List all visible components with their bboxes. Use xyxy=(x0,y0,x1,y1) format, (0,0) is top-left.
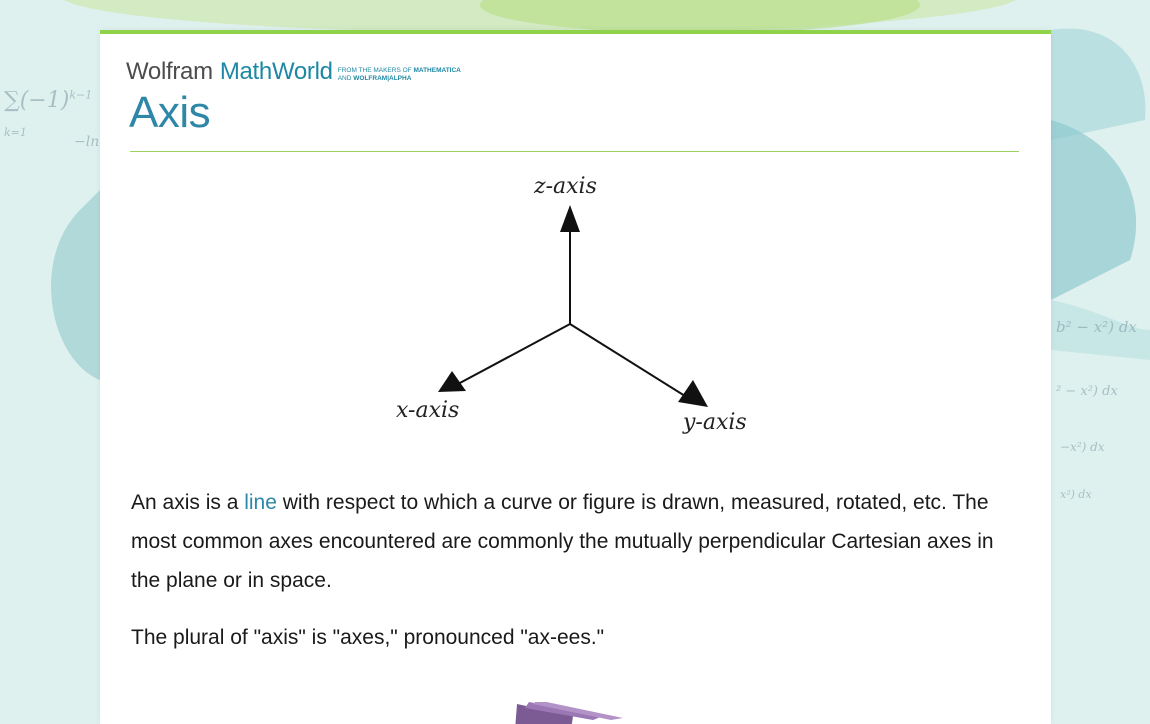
bg-formula-ln: −ln xyxy=(74,134,100,150)
tagline-line1-prefix: FROM THE MAKERS OF xyxy=(337,67,412,74)
definition-text-start: An axis is a xyxy=(131,491,245,514)
x-axis-label: x-axis xyxy=(396,398,460,423)
tagline-line1-bold: MATHEMATICA xyxy=(413,67,461,74)
bg-formula-dx-4: x²) dx xyxy=(1060,488,1092,501)
definition-paragraph xyxy=(131,483,1021,600)
content-card xyxy=(100,30,1051,724)
tagline-line2-bold: WOLFRAM|ALPHA xyxy=(353,74,412,82)
definition-text-end: with respect to which a curve or figure is drawn, measured, rotated, etc. The most common axes encountered are commonly the mutually perpendicular Cartesian axes in the plane or in space. xyxy=(131,491,994,592)
plural-paragraph: The plural of "axis" is "axes," pronounced "ax-ees." xyxy=(131,626,605,649)
bg-formula-dx-3: −x²) dx xyxy=(1060,440,1105,454)
bg-formula-dx-2: ² − x²) dx xyxy=(1056,384,1118,399)
logo-mathworld-text: MathWorld xyxy=(219,58,333,85)
bg-formula-dx-1: b² − x²) dx xyxy=(1056,318,1137,336)
logo-wolfram-text: Wolfram xyxy=(126,58,213,85)
x-axis-line xyxy=(458,324,570,384)
page-title: Axis xyxy=(129,88,211,137)
z-axis-label: z-axis xyxy=(534,174,597,199)
next-figure-thumbnail xyxy=(513,702,643,724)
bg-formula-sum: $\sum(-1)^{k-1}$ xyxy=(4,88,93,113)
bg-formula-k1: k=1 xyxy=(4,126,27,139)
y-axis-line xyxy=(570,324,685,396)
tagline-line2-prefix: AND xyxy=(337,74,352,82)
line-link[interactable]: line xyxy=(244,491,277,514)
z-axis-arrowhead xyxy=(560,205,580,232)
y-axis-label: y-axis xyxy=(683,410,747,435)
axes-figure xyxy=(100,34,1051,464)
